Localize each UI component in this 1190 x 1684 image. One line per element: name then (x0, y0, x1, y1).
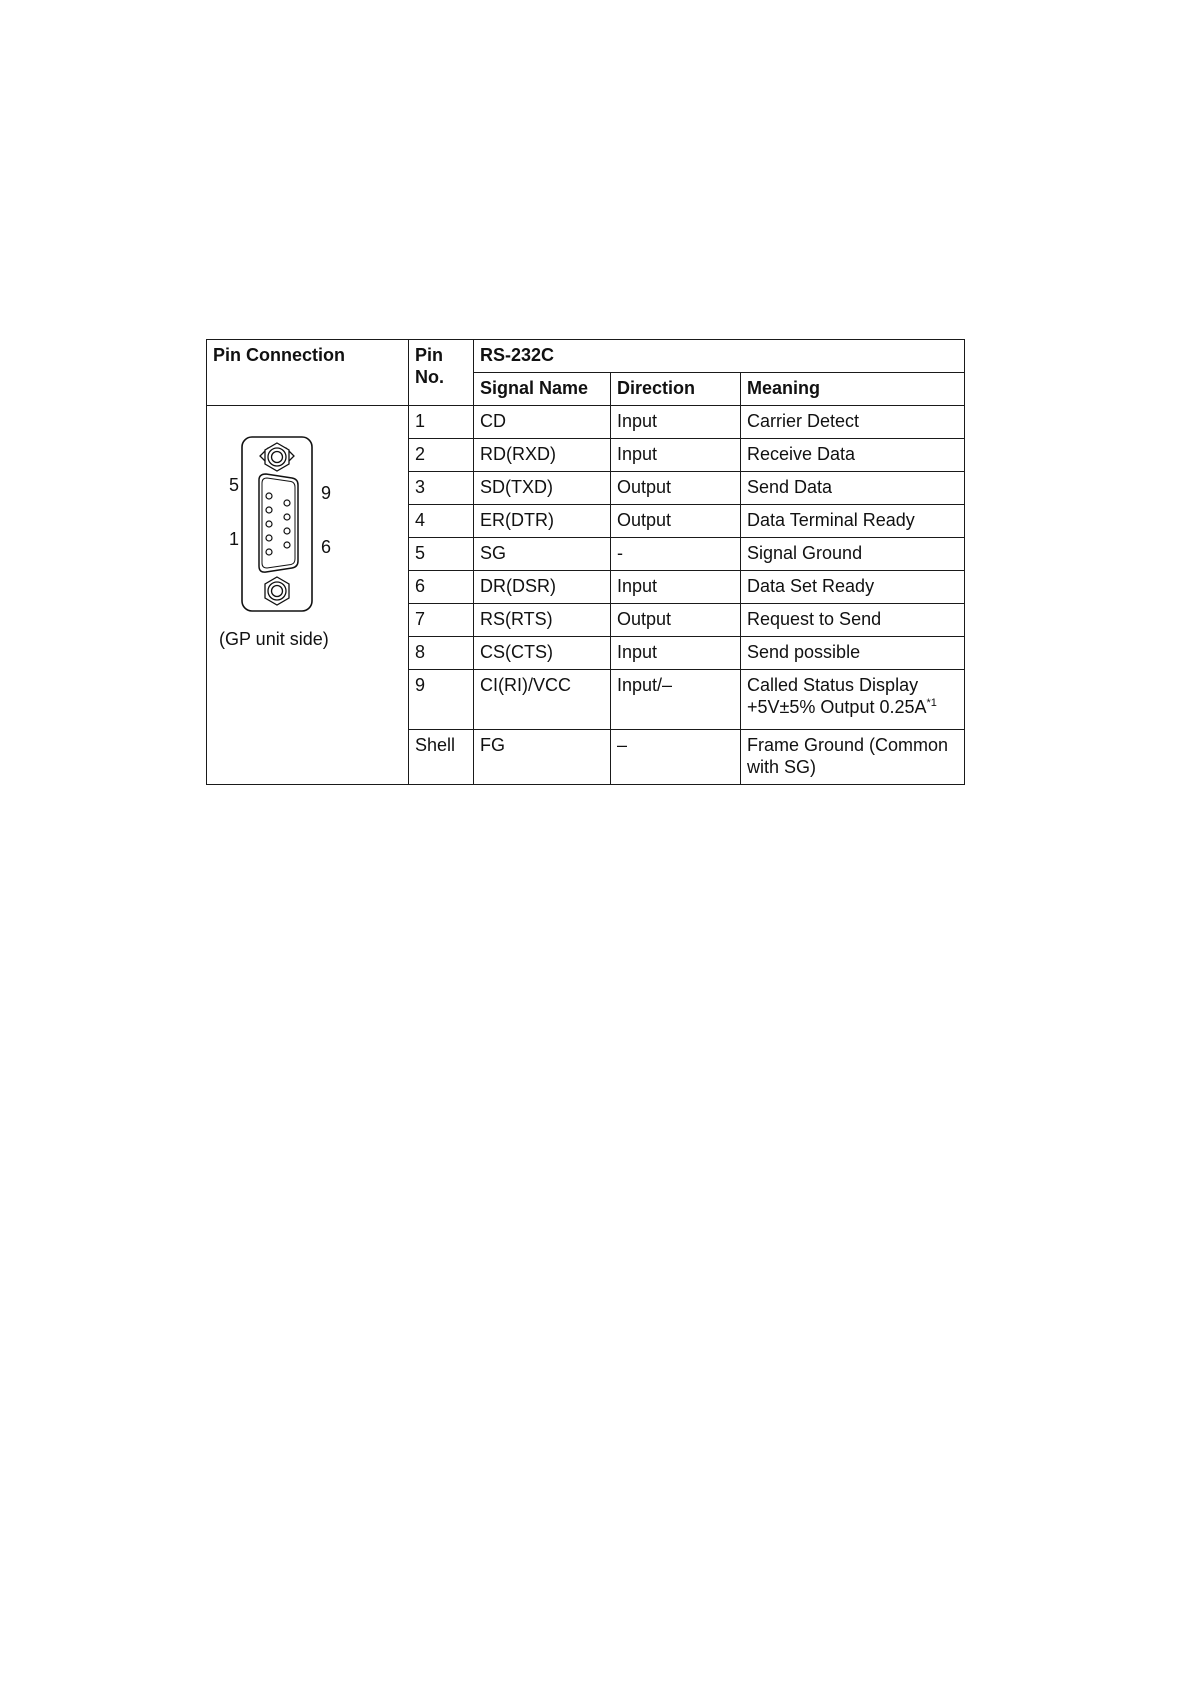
pin-number: 7 (409, 604, 474, 637)
signal-direction: Input (611, 439, 741, 472)
signal-meaning: Receive Data (741, 439, 965, 472)
signal-name: SG (474, 538, 611, 571)
signal-name: CD (474, 406, 611, 439)
signal-name: RS(RTS) (474, 604, 611, 637)
header-pin-no-line2: No. (415, 367, 444, 387)
signal-name: CS(CTS) (474, 637, 611, 670)
pin-number: 9 (409, 670, 474, 730)
connector-pin-label-1: 1 (229, 529, 240, 549)
connector-pin-label-6: 6 (321, 537, 332, 557)
signal-meaning: Frame Ground (Common with SG) (741, 730, 965, 785)
pin-number: Shell (409, 730, 474, 785)
signal-name: ER(DTR) (474, 505, 611, 538)
signal-meaning (741, 670, 965, 730)
signal-direction: Input (611, 637, 741, 670)
header-direction: Direction (611, 373, 741, 406)
header-signal-name: Signal Name (474, 373, 611, 406)
pin-number: 1 (409, 406, 474, 439)
signal-direction: Output (611, 472, 741, 505)
header-row-1 (207, 340, 965, 373)
pin-number: 8 (409, 637, 474, 670)
signal-meaning: Data Terminal Ready (741, 505, 965, 538)
pin-number: 2 (409, 439, 474, 472)
pin-number: 3 (409, 472, 474, 505)
pin-number: 6 (409, 571, 474, 604)
connector-cell (207, 406, 409, 785)
signal-direction: - (611, 538, 741, 571)
signal-meaning-line1: Called Status Display (747, 675, 919, 695)
signal-meaning: Carrier Detect (741, 406, 965, 439)
signal-direction: Input (611, 571, 741, 604)
signal-meaning-line2: +5V±5% Output 0.25A (747, 697, 927, 717)
signal-name: RD(RXD) (474, 439, 611, 472)
signal-direction: Output (611, 505, 741, 538)
pin-number: 5 (409, 538, 474, 571)
connector-pin-label-5: 5 (229, 475, 240, 495)
signal-meaning: Request to Send (741, 604, 965, 637)
signal-name: DR(DSR) (474, 571, 611, 604)
header-pin-connection: Pin Connection (207, 340, 409, 406)
header-rs232c: RS-232C (474, 340, 965, 373)
connector-pin-label-9: 9 (321, 483, 332, 503)
connector-side-caption: (GP unit side) (219, 629, 329, 649)
signal-direction: – (611, 730, 741, 785)
header-pin-no (409, 340, 474, 406)
connector-figure (213, 410, 403, 650)
footnote-marker: *1 (926, 697, 937, 709)
signal-meaning: Data Set Ready (741, 571, 965, 604)
signal-meaning: Send possible (741, 637, 965, 670)
pin-number: 4 (409, 505, 474, 538)
db9-connector-icon (241, 436, 313, 612)
signal-direction: Input/– (611, 670, 741, 730)
signal-meaning: Send Data (741, 472, 965, 505)
signal-name: SD(TXD) (474, 472, 611, 505)
signal-direction: Output (611, 604, 741, 637)
header-pin-no-line1: Pin (415, 345, 444, 365)
table-row (207, 406, 965, 439)
signal-name: CI(RI)/VCC (474, 670, 611, 730)
signal-direction: Input (611, 406, 741, 439)
pin-connection-table (206, 339, 965, 785)
header-meaning: Meaning (741, 373, 965, 406)
signal-name: FG (474, 730, 611, 785)
signal-meaning: Signal Ground (741, 538, 965, 571)
